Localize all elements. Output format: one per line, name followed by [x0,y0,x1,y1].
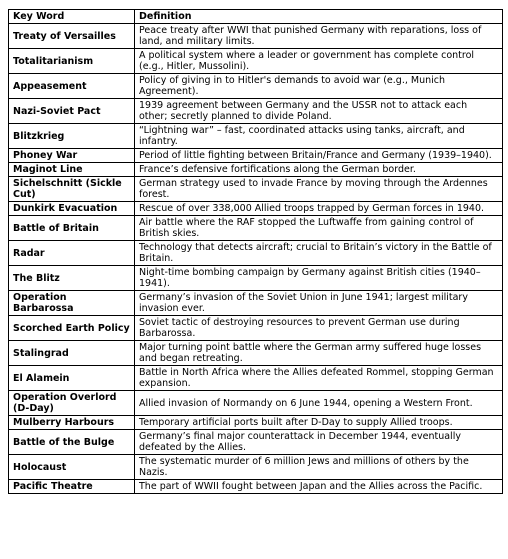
term-cell: Holocaust [9,455,135,480]
definition-cell: The systematic murder of 6 million Jews and millions of others by the Nazis. [135,455,503,480]
header-definition: Definition [135,10,503,24]
table-row [9,202,503,216]
term-cell: Operation Barbarossa [9,291,135,316]
table-row [9,49,503,74]
table-row [9,480,503,494]
table-row [9,24,503,49]
term-cell: Battle of the Bulge [9,430,135,455]
definition-cell: Period of little fighting between Britain/France and Germany (1939–1940). [135,149,503,163]
definition-cell: Major turning point battle where the German army suffered huge losses and began retreating. [135,341,503,366]
term-cell: Appeasement [9,74,135,99]
definition-cell: Air battle where the RAF stopped the Luftwaffe from gaining control of British skies. [135,216,503,241]
term-cell: Radar [9,241,135,266]
table-row [9,341,503,366]
table-row [9,266,503,291]
term-cell: Scorched Earth Policy [9,316,135,341]
definition-cell: German strategy used to invade France by moving through the Ardennes forest. [135,177,503,202]
table-header-row [9,10,503,24]
term-cell: The Blitz [9,266,135,291]
term-cell: Totalitarianism [9,49,135,74]
term-cell: Maginot Line [9,163,135,177]
definition-cell: A political system where a leader or government has complete control (e.g., Hitler, Mussolini). [135,49,503,74]
definition-cell: The part of WWII fought between Japan and the Allies across the Pacific. [135,480,503,494]
definition-cell: Policy of giving in to Hitler's demands to avoid war (e.g., Munich Agreement). [135,74,503,99]
table-row [9,291,503,316]
term-cell: Battle of Britain [9,216,135,241]
table-row [9,177,503,202]
definition-cell: Allied invasion of Normandy on 6 June 1944, opening a Western Front. [135,391,503,416]
term-cell: Dunkirk Evacuation [9,202,135,216]
definition-cell: Soviet tactic of destroying resources to prevent German use during Barbarossa. [135,316,503,341]
term-cell: Sichelschnitt (Sickle Cut) [9,177,135,202]
term-cell: Operation Overlord (D-Day) [9,391,135,416]
table-row [9,455,503,480]
table-row [9,149,503,163]
table-row [9,391,503,416]
term-cell: Blitzkrieg [9,124,135,149]
definition-cell: Germany’s invasion of the Soviet Union in June 1941; largest military invasion ever. [135,291,503,316]
table-row [9,430,503,455]
definition-cell: Peace treaty after WWI that punished Germany with reparations, loss of land, and military limits. [135,24,503,49]
table-row [9,74,503,99]
table-row [9,416,503,430]
term-cell: Nazi-Soviet Pact [9,99,135,124]
definition-cell: Technology that detects aircraft; crucial to Britain’s victory in the Battle of Britain. [135,241,503,266]
table-row [9,316,503,341]
glossary-table [8,9,503,494]
table-row [9,366,503,391]
definition-cell: Germany’s final major counterattack in December 1944, eventually defeated by the Allies. [135,430,503,455]
term-cell: Mulberry Harbours [9,416,135,430]
term-cell: El Alamein [9,366,135,391]
term-cell: Stalingrad [9,341,135,366]
table-row [9,99,503,124]
term-cell: Pacific Theatre [9,480,135,494]
term-cell: Treaty of Versailles [9,24,135,49]
term-cell: Phoney War [9,149,135,163]
definition-cell: Rescue of over 338,000 Allied troops trapped by German forces in 1940. [135,202,503,216]
definition-cell: “Lightning war” – fast, coordinated attacks using tanks, aircraft, and infantry. [135,124,503,149]
definition-cell: Battle in North Africa where the Allies defeated Rommel, stopping German expansion. [135,366,503,391]
definition-cell: Temporary artificial ports built after D-Day to supply Allied troops. [135,416,503,430]
table-row [9,216,503,241]
definition-cell: France’s defensive fortifications along the German border. [135,163,503,177]
header-key-word: Key Word [9,10,135,24]
definition-cell: 1939 agreement between Germany and the USSR not to attack each other; secretly planned to divide Poland. [135,99,503,124]
table-row [9,163,503,177]
definition-cell: Night-time bombing campaign by Germany against British cities (1940–1941). [135,266,503,291]
table-row [9,124,503,149]
table-row [9,241,503,266]
